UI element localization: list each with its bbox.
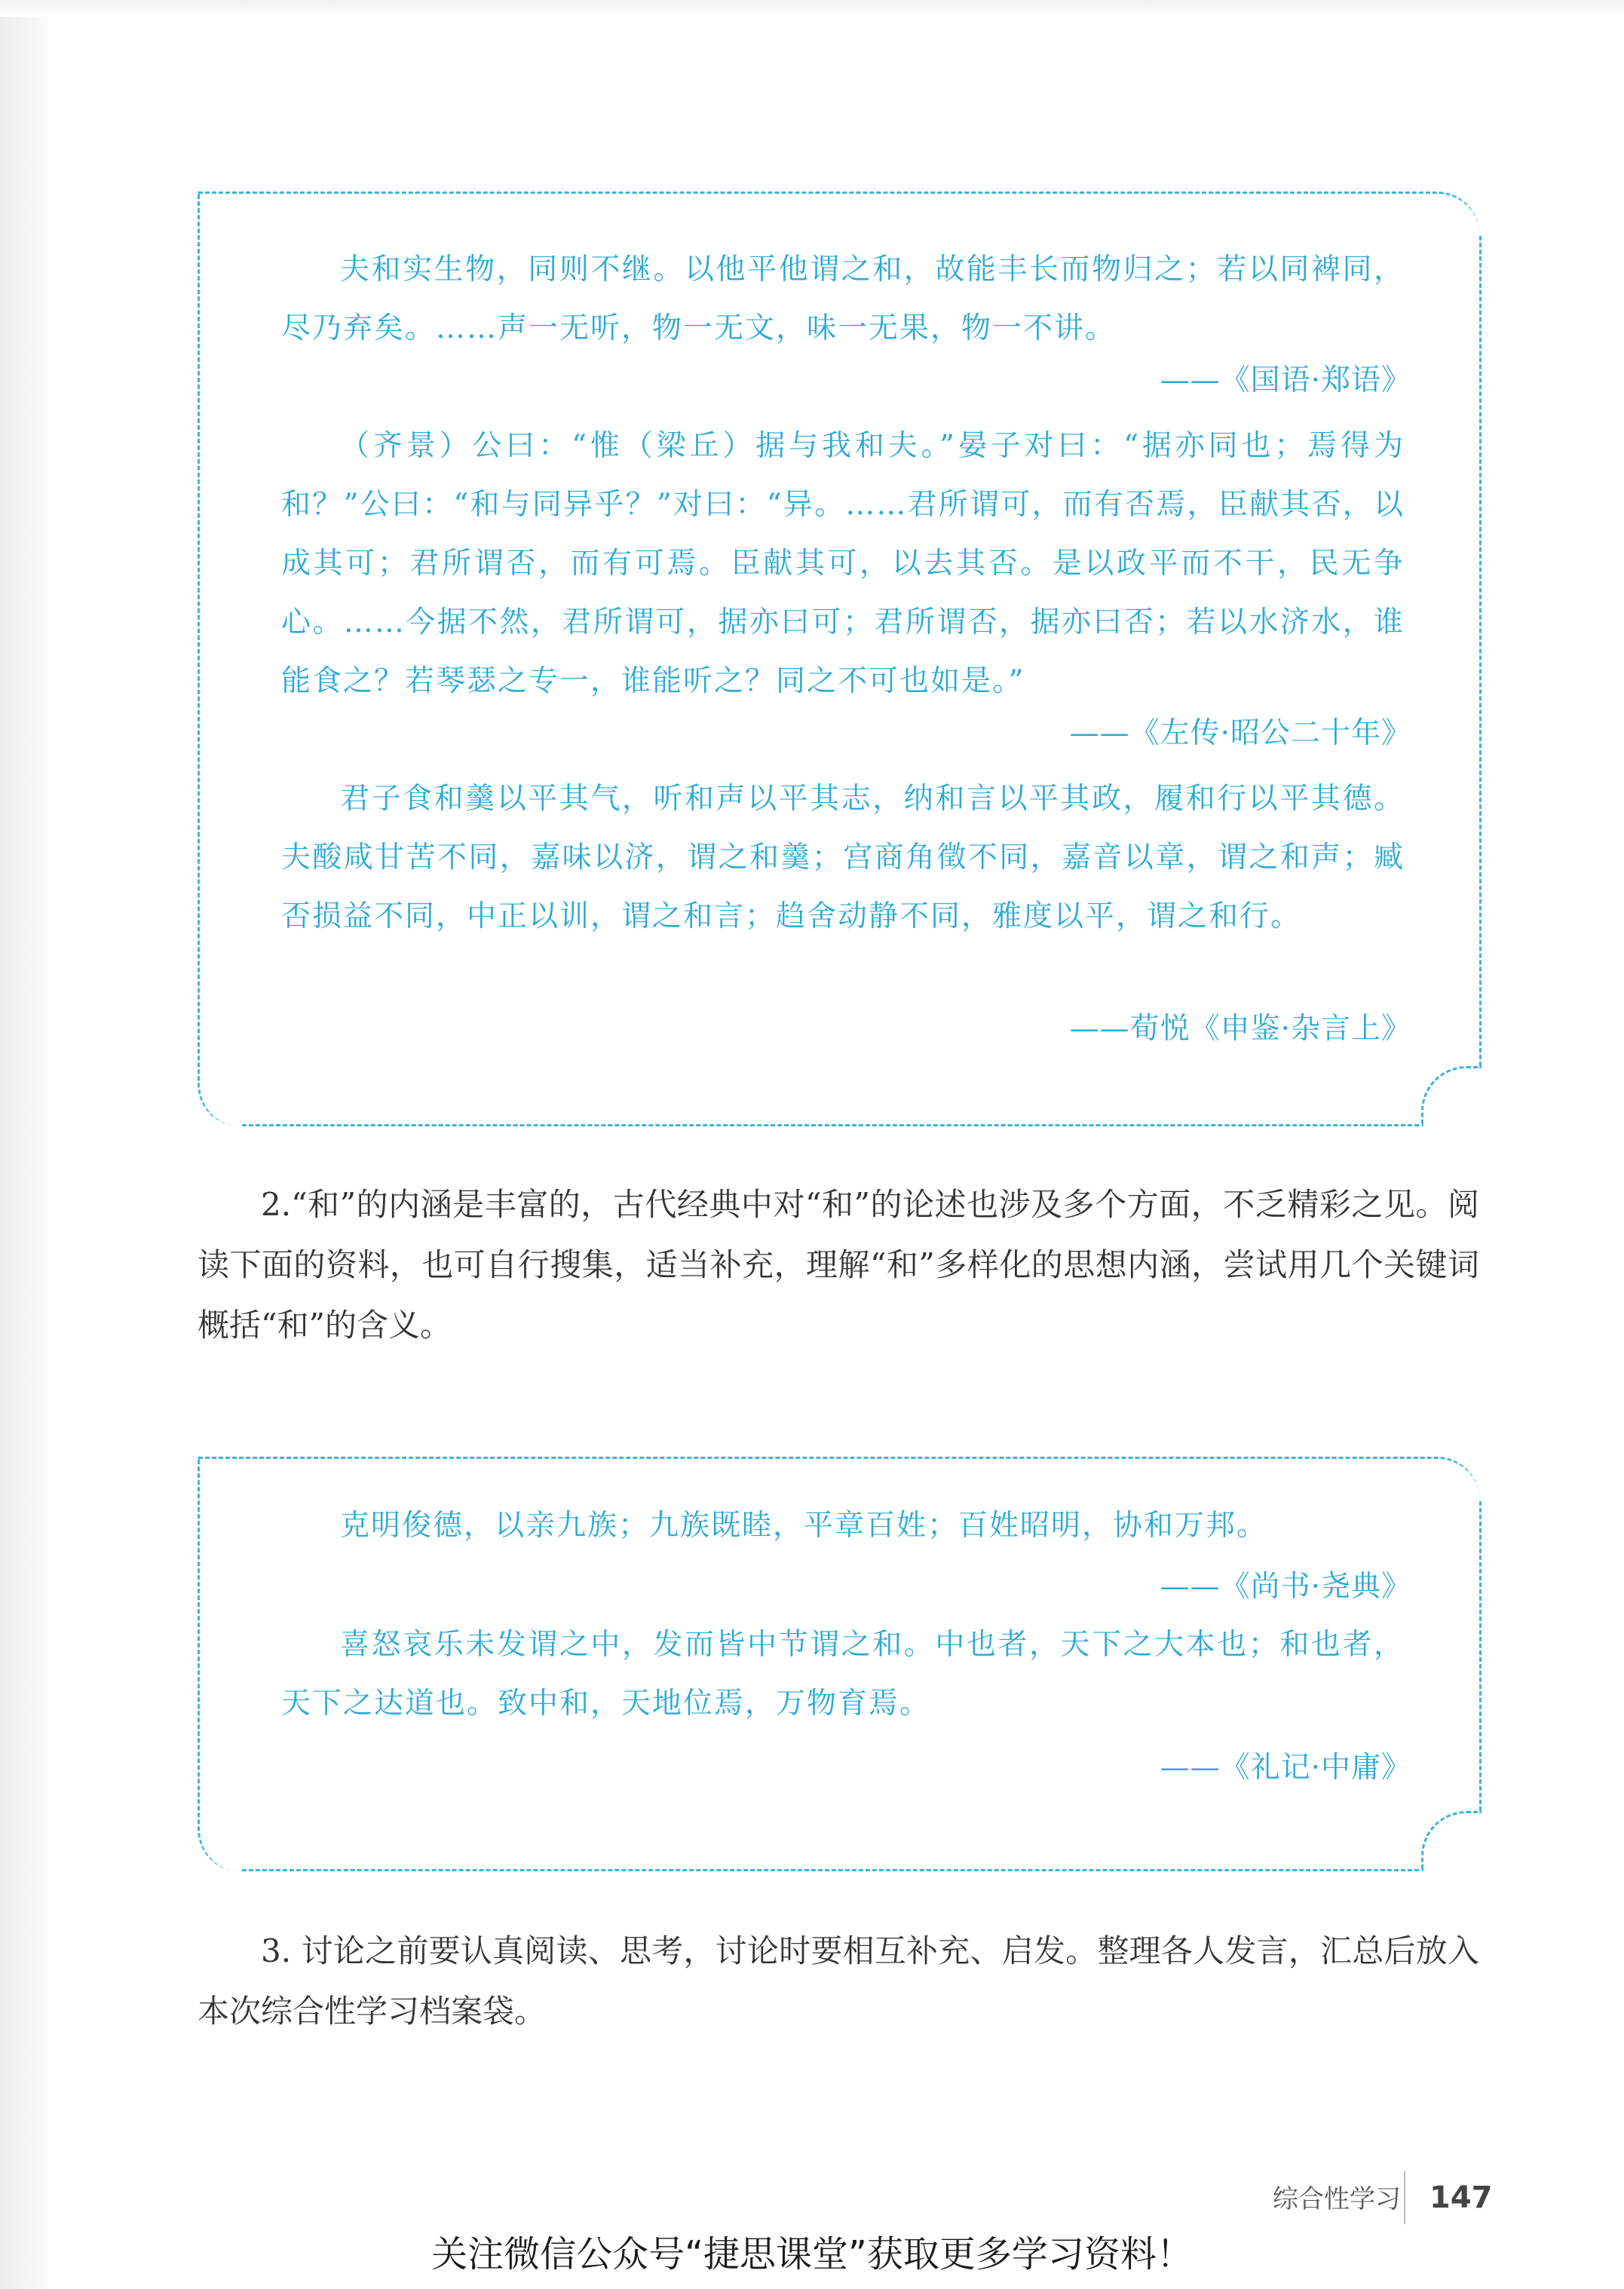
quote-shenjian: 君子食和羹以平其气，听和声以平其志，纳和言以平其政，履和行以平其德。夫酸咸甘苦不同，嘉味以济，谓之和羹；宫商角徵不同，嘉音以章，谓之和声；臧否损益不同，中正以训，谓之和言；趋舍动静不同，雅度以平，谓之和行。 [281, 782, 1405, 933]
quote-guoyu: 夫和实生物，同则不继。以他平他谓之和，故能丰长而物归之；若以同裨同，尽乃弃矣。……声一无听，物一无文，味一无果，物一不讲。 [281, 253, 1405, 345]
footer-section-label: 综合性学习 [1273, 2184, 1401, 2214]
source-liji: ——《礼记·中庸》 [1160, 1751, 1411, 1785]
quote-shangshu: 克明俊德，以亲九族；九族既睦，平章百姓；百姓昭明，协和万邦。 [340, 1509, 1268, 1543]
footer-divider [1404, 2171, 1405, 2224]
quote-zuozhuan: （齐景）公曰：“惟（梁丘）据与我和夫。”晏子对曰：“据亦同也；焉得为和？”公曰：“和与同异乎？”对曰：“异。……君所谓可，而有否焉，臣献其否，以成其可；君所谓否，而有可焉。臣献其可，以去其否。是以政平而不干，民无争心。……今据不然，君所谓可，据亦曰可；君所谓否，据亦曰否；若以水济水，谁能食之？若琴瑟之专一，谁能听之？同之不可也如是。” [281, 429, 1405, 698]
quote-box-1 [198, 192, 1479, 1126]
box-border-bottom [242, 1869, 1419, 1871]
page-number: 147 [1429, 2180, 1493, 2215]
box-border-bottom [242, 1124, 1419, 1126]
page-edge-shadow [0, 0, 48, 2289]
instruction-paragraph-2: 2.“和”的内涵是丰富的，古代经典中对“和”的论述也涉及多个方面，不乏精彩之见。阅读下面的资料，也可自行搜集，适当补充，理解“和”多样化的思想内涵，尝试用几个关键词概括“和”的含义。 [198, 1186, 1479, 1344]
source-shangshu: ——《尚书·尧典》 [1160, 1570, 1411, 1604]
watermark-banner: 关注微信公众号“捷思课堂”获取更多学习资料！ [431, 2233, 1193, 2275]
box-corner-notch [1421, 1811, 1482, 1871]
source-guoyu: ——《国语·郑语》 [1160, 363, 1411, 397]
box-border-right [1479, 1501, 1482, 1811]
box-border-right [1479, 236, 1482, 1066]
box-corner-notch [1421, 1066, 1482, 1126]
quote-box-2 [198, 1457, 1479, 1871]
source-zuozhuan: ——《左传·昭公二十年》 [1069, 716, 1411, 750]
source-shenjian: ——荀悦《申鉴·杂言上》 [1069, 1012, 1411, 1046]
instruction-paragraph-3: 3. 讨论之前要认真阅读、思考，讨论时要相互补充、启发。整理各人发言，汇总后放入本次综合性学习档案袋。 [198, 1932, 1479, 2030]
quote-liji: 喜怒哀乐未发谓之中，发而皆中节谓之和。中也者，天下之大本也；和也者，天下之达道也。致中和，天地位焉，万物育焉。 [281, 1628, 1405, 1721]
page-top-edge [0, 0, 1624, 17]
